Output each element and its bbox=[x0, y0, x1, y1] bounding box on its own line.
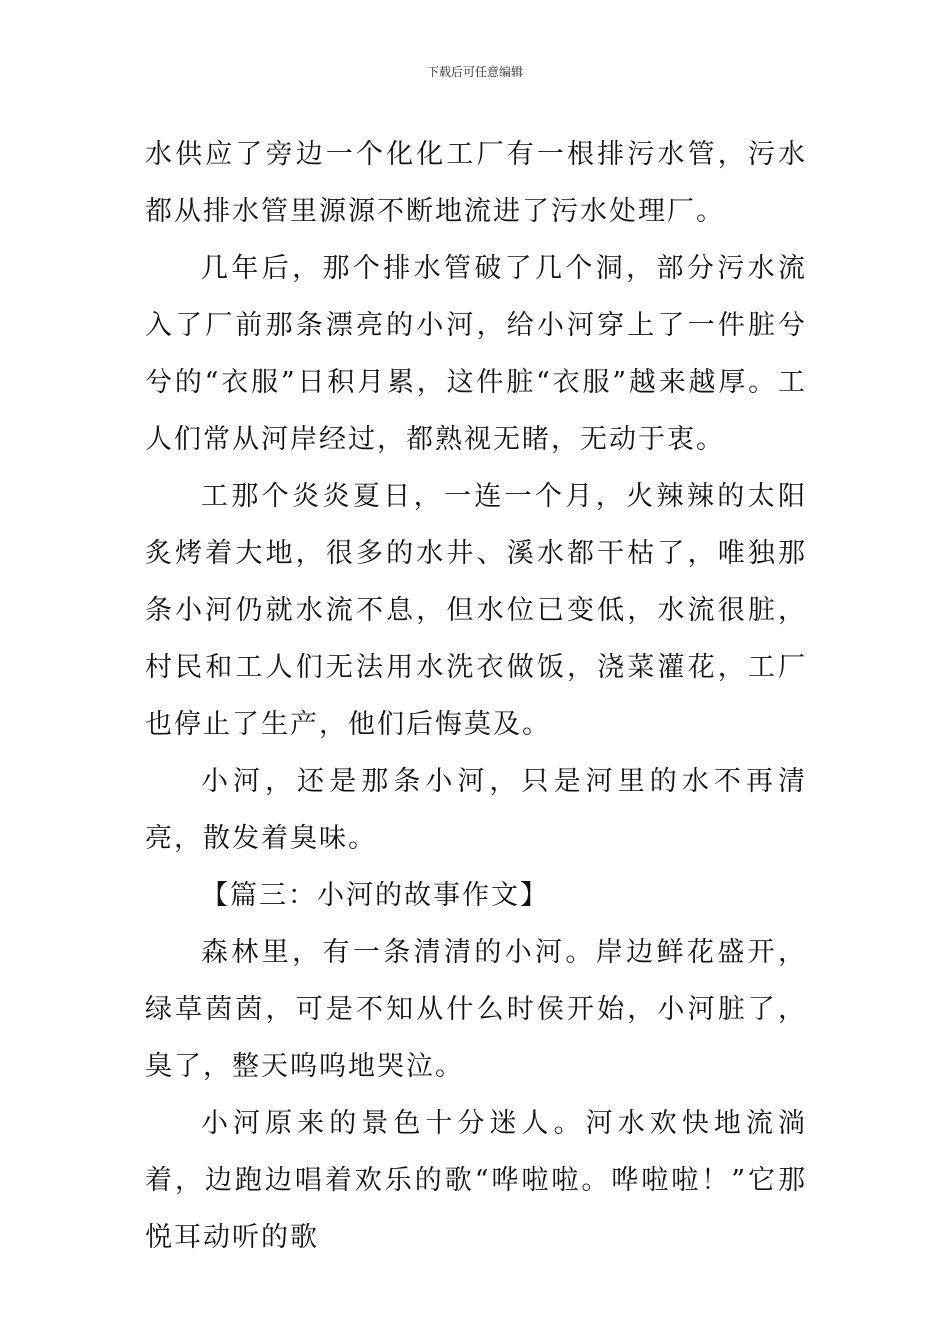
page-header: 下载后可任意编辑 bbox=[426, 65, 523, 79]
paragraph-6: 小河原来的景色十分迷人。河水欢快地流淌着，边跑边唱着欢乐的歌“哗啦啦。哗啦啦！”它那悦耳动听的歌 bbox=[145, 1108, 807, 1253]
paragraph-1: 水供应了旁边一个化化工厂有一根排污水管，污水都从排水管里源源不断地流进了污水处理厂。 bbox=[145, 139, 807, 227]
paragraph-5: 森林里，有一条清清的小河。岸边鲜花盛开，绿草茵茵，可是不知从什么时侯开始，小河脏了，臭了，整天呜呜地哭泣。 bbox=[145, 937, 807, 1082]
document-body bbox=[145, 126, 807, 1266]
section-heading: 【篇三：小河的故事作文】 bbox=[201, 880, 549, 911]
paragraph-2: 几年后，那个排水管破了几个洞，部分污水流入了厂前那条漂亮的小河，给小河穿上了一件脏兮兮的“衣服”日积月累，这件脏“衣服”越来越厚。工人们常从河岸经过，都熟视无睹，无动于衷。 bbox=[145, 253, 807, 455]
paragraph-3: 工那个炎炎夏日，一连一个月，火辣辣的太阳炙烤着大地，很多的水井、溪水都干枯了，唯独那条小河仍就水流不息，但水位已变低，水流很脏，村民和工人们无法用水洗衣做饭，浇菜灌花，工厂也停止了生产，他们后悔莫及。 bbox=[145, 481, 807, 740]
paragraph-4: 小河，还是那条小河，只是河里的水不再清亮，散发着臭味。 bbox=[145, 766, 807, 854]
